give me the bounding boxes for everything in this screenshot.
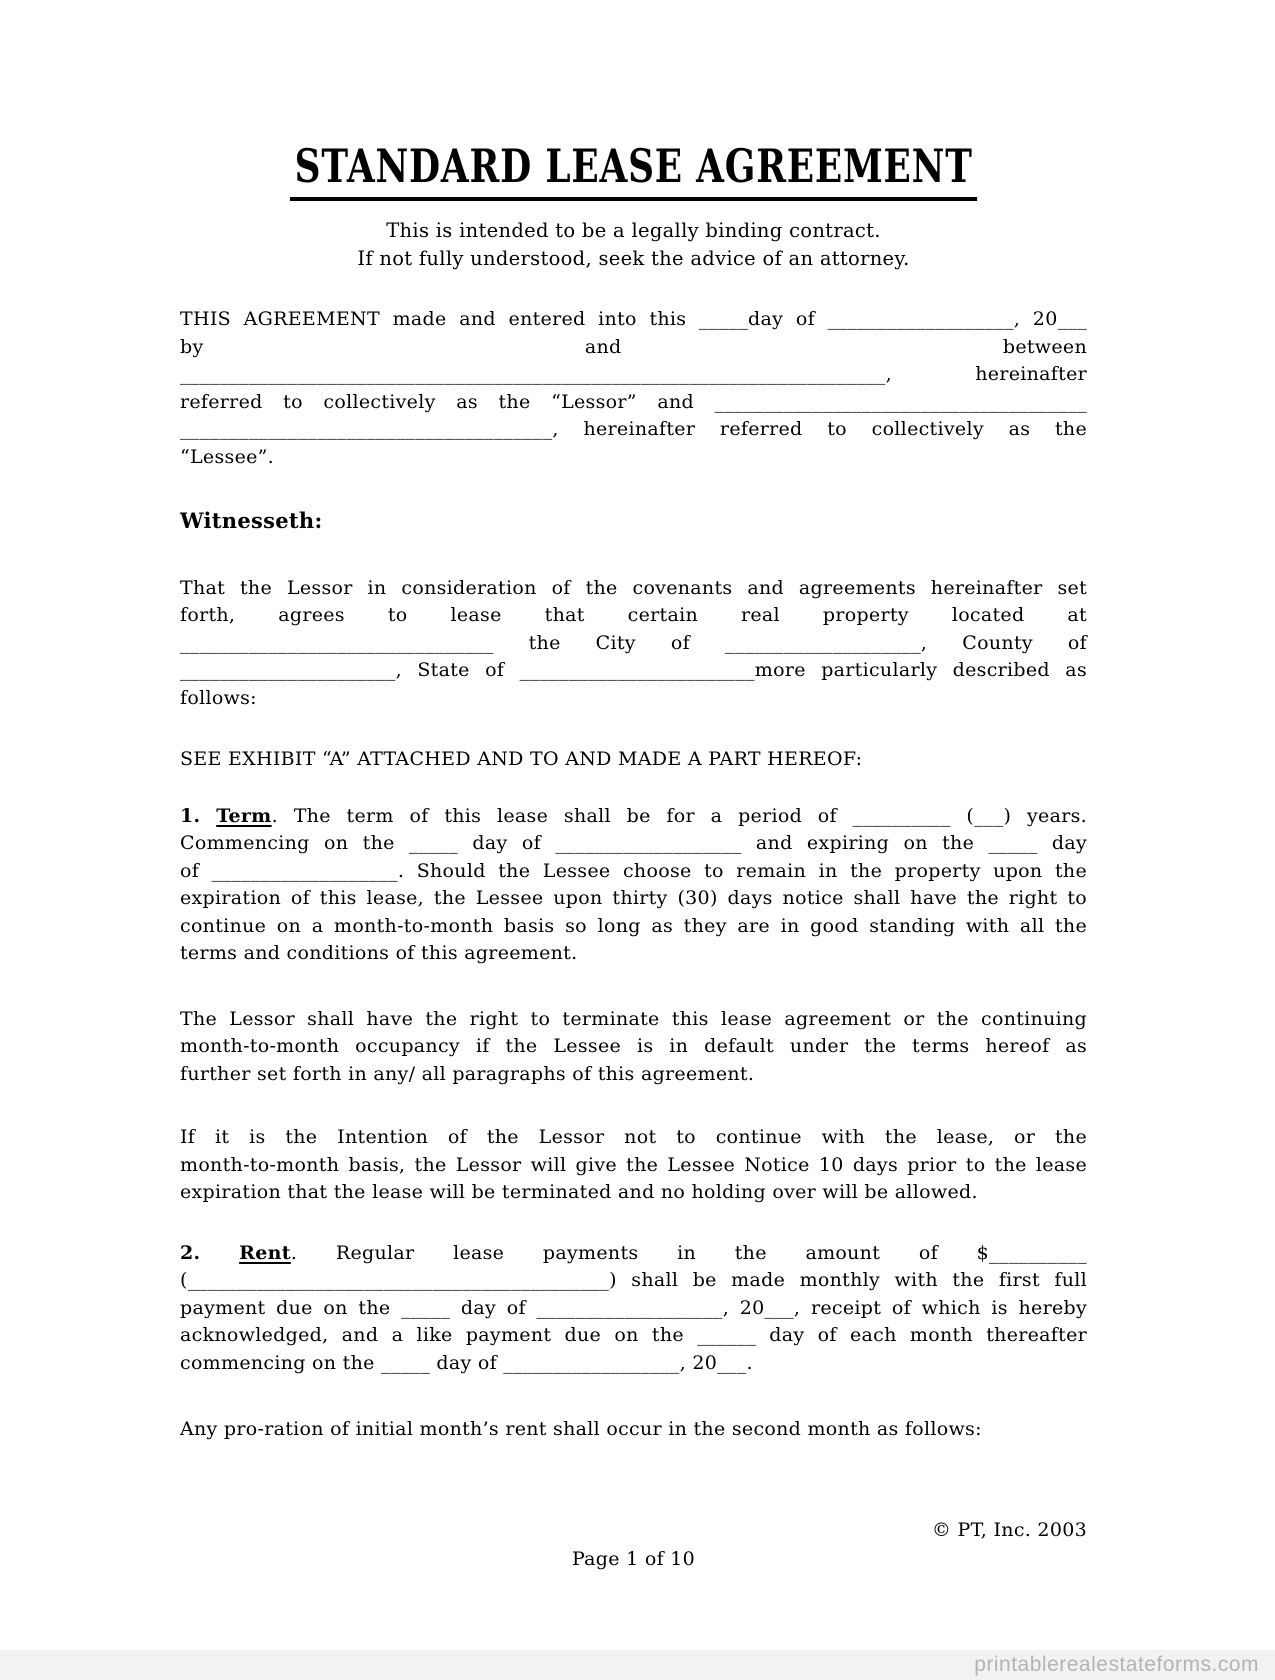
paragraph-consideration — [180, 575, 1087, 713]
title-wrap — [180, 140, 1087, 201]
document-title: STANDARD LEASE AGREEMENT — [290, 140, 977, 201]
document-line: payment due on the _____ day of ___________________, 20___, receipt of which is hereby — [180, 1296, 1087, 1319]
section-number: 2. — [180, 1241, 201, 1264]
document-line: “Lessee”. — [180, 445, 275, 468]
section-title: Term — [216, 804, 272, 827]
section-line-rest: . Regular lease payments in the amount of $__________ — [290, 1241, 1087, 1264]
section-number: 1. — [180, 804, 201, 827]
document-line: commencing on the _____ day of __________________, 20___. — [180, 1351, 753, 1374]
document-line: ______________________, State of ________________________more particularly described as — [180, 659, 1087, 681]
section-title: Rent — [239, 1241, 291, 1264]
document-line: Commencing on the _____ day of ___________________ and expiring on the _____ day — [180, 832, 1087, 854]
document-line: expiration of this lease, the Lessee upon thirty (30) days notice shall have the right to — [180, 887, 1087, 909]
document-subtitle — [180, 217, 1087, 272]
document-line: terms and conditions of this agreement. — [180, 942, 578, 964]
exhibit-line: SEE EXHIBIT “A” ATTACHED AND TO AND MADE A PART HEREOF: — [180, 748, 863, 770]
document-line: ________________________________________________________________________, hereinafter — [180, 363, 1087, 385]
document-line: continue on a month-to-month basis so long as they are in good standing with all the — [180, 914, 1087, 937]
witnesseth-heading: Witnesseth: — [180, 508, 323, 533]
document-line: month-to-month occupancy if the Lessee is in default under the terms hereof as — [180, 1035, 1087, 1057]
copyright-notice: © PT, Inc. 2003 — [931, 1518, 1087, 1541]
document-line: ______________________________________, hereinafter referred to collectively as the — [180, 418, 1087, 440]
paragraph-lessor-intention — [180, 1124, 1087, 1207]
document-line: forth, agrees to lease that certain real property located at — [180, 604, 1087, 626]
paragraph-lessor-termination-right — [180, 1006, 1087, 1089]
document-line: month-to-month basis, the Lessor will give the Lessee Notice 10 days prior to the lease — [180, 1153, 1087, 1176]
document-line: expiration that the lease will be terminated and no holding over will be allowed. — [180, 1181, 978, 1203]
document-line — [180, 1240, 1087, 1268]
document-line: follows: — [180, 686, 257, 709]
document-line: The Lessor shall have the right to terminate this lease agreement or the continuing — [180, 1007, 1087, 1030]
document-line: ________________________________ the City of ____________________, County of — [180, 631, 1087, 654]
document-line: THIS AGREEMENT made and entered into this _____day of ___________________, 20___ — [180, 308, 1087, 330]
watermark-text: printablerealestateforms.com — [974, 1653, 1259, 1676]
page-number: Page 1 of 10 — [571, 1548, 696, 1570]
document-line — [180, 803, 1087, 831]
document-line: referred to collectively as the “Lessor” and ______________________________________ — [180, 390, 1087, 413]
document-line: of ___________________. Should the Lessee choose to remain in the property upon the — [180, 859, 1087, 882]
document-line: further set forth in any/ all paragraphs of this agreement. — [180, 1062, 755, 1085]
document-line: That the Lessor in consideration of the covenants and agreements hereinafter set — [180, 576, 1087, 599]
document-line: If it is the Intention of the Lessor not to continue with the lease, or the — [180, 1126, 1087, 1148]
document-line: by and between — [180, 335, 1087, 358]
document-content — [180, 0, 1087, 1574]
document-line: acknowledged, and a like payment due on the ______ day of each month thereafter — [180, 1324, 1087, 1346]
paragraph-agreement-intro — [180, 306, 1087, 471]
section-line-rest: . The term of this lease shall be for a period of __________ (___) years. — [271, 804, 1087, 827]
subtitle-line: If not fully understood, seek the advice of an attorney. — [357, 246, 910, 270]
section-term — [180, 803, 1087, 968]
watermark-bar — [0, 1650, 1275, 1680]
subtitle-line: This is intended to be a legally binding contract. — [386, 219, 881, 242]
proration-line: Any pro-ration of initial month’s rent shall occur in the second month as follows: — [180, 1418, 982, 1440]
section-rent — [180, 1240, 1087, 1378]
document-line: (___________________________________________) shall be made monthly with the first full — [180, 1269, 1087, 1291]
